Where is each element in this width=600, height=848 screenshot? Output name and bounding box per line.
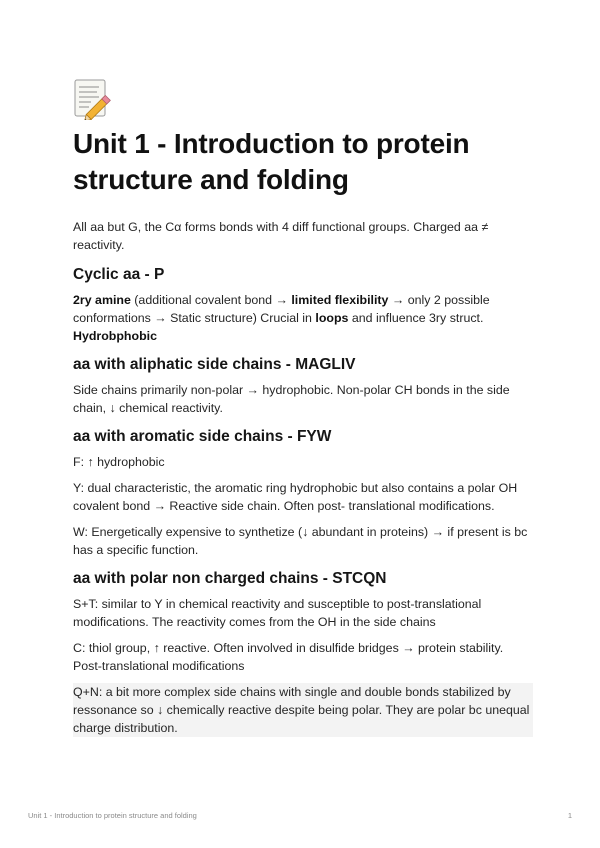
bold-term: 2ry amine: [73, 293, 131, 307]
section-polar: [73, 569, 533, 737]
footer-title: Unit 1 - Introduction to protein structure and folding: [28, 811, 197, 820]
section-paragraph: F: ↑ hydrophobic: [73, 455, 165, 469]
section-paragraph: S+T: similar to Y in chemical reactivity and susceptible to post-translational modifications. The reactivity comes from the OH in the side chains: [73, 597, 482, 629]
text-run: → only 2 possible conformations → Static structure) Crucial in: [73, 293, 490, 325]
bold-term: limited flexibility: [291, 293, 389, 307]
section-paragraph: [73, 291, 533, 327]
section-paragraph: Y: dual characteristic, the aromatic ring hydrophobic but also contains a polar OH covalent bond → Reactive side chain. Often post- translational modifications.: [73, 481, 518, 513]
memo-pencil-icon: [73, 78, 113, 120]
section-paragraph: C: thiol group, ↑ reactive. Often involved in disulfide bridges → protein stability. Post-translational modifications: [73, 641, 504, 673]
section-heading: aa with aliphatic side chains - MAGLIV: [73, 356, 356, 373]
section-heading: aa with aromatic side chains - FYW: [73, 428, 332, 445]
intro-paragraph: All aa but G, the Cα forms bonds with 4 diff functional groups. Charged aa ≠ reactivity.: [73, 220, 489, 252]
text-run: and influence 3ry struct.: [348, 311, 484, 325]
page-title: Unit 1 - Introduction to protein structure and folding: [73, 128, 470, 195]
document-content: [73, 78, 533, 747]
section-cyclic: [73, 265, 533, 345]
page-footer: [28, 811, 572, 820]
section-heading: Cyclic aa - P: [73, 266, 165, 283]
section-paragraph: W: Energetically expensive to synthetize (↓ abundant in proteins) → if present is bc has a specific function.: [73, 525, 528, 557]
section-aromatic: [73, 427, 533, 559]
bold-term: Hydrobphobic: [73, 329, 157, 343]
text-run: (additional covalent bond →: [130, 293, 292, 307]
section-aliphatic: [73, 355, 533, 417]
section-paragraph: Q+N: a bit more complex side chains with single and double bonds stabilized by ressonance so ↓ chemically reactive despite being polar. They are polar bc unequal charge distribution.: [73, 683, 533, 737]
bold-term: loops: [315, 311, 349, 325]
section-paragraph: Side chains primarily non-polar → hydrophobic. Non-polar CH bonds in the side chain, ↓ chemical reactivity.: [73, 383, 510, 415]
section-heading: aa with polar non charged chains - STCQN: [73, 570, 387, 587]
section-paragraph: [73, 327, 533, 345]
page-number: 1: [567, 811, 572, 820]
